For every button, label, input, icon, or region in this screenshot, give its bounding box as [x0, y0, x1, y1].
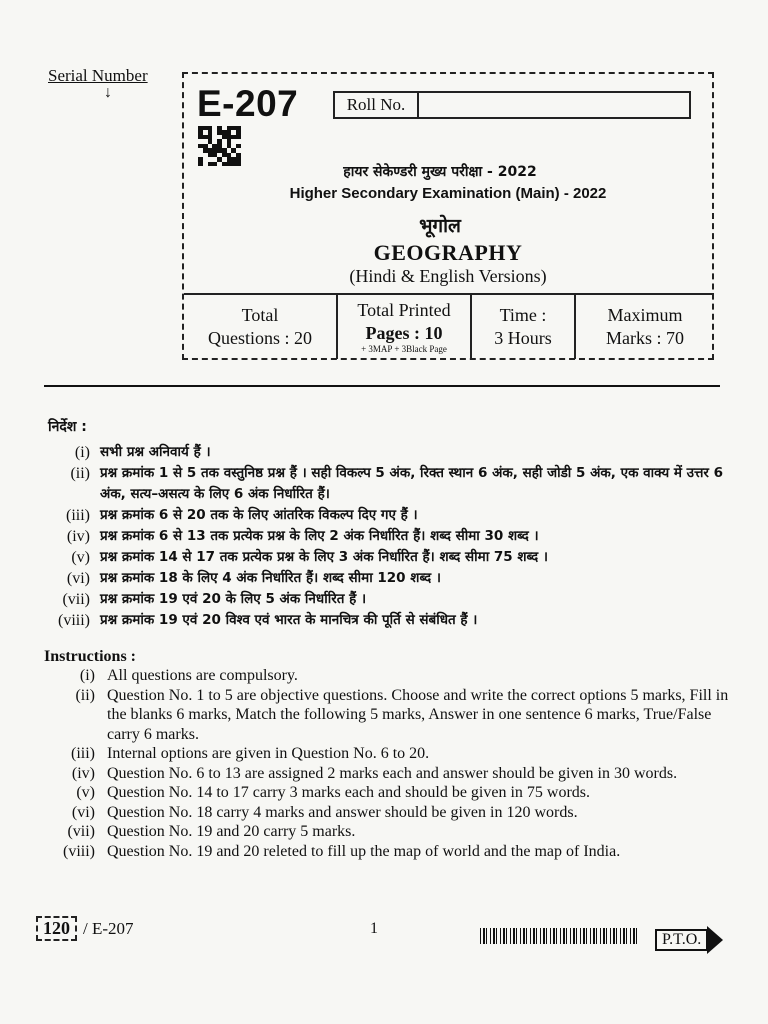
item-text: प्रश्न क्रमांक 1 से 5 तक वस्तुनिष्ठ प्रश्न हैं । सही विकल्प 5 अंक, रिक्त स्थान 6 अंक, सही जोडी 5 अंक, एक वाक्य में उत्तर 6 अंक, सत्य–असत्य के लिए 6 अंक निर्धारित हैं।	[100, 465, 724, 502]
time-line2: 3 Hours	[494, 328, 552, 348]
page-number: 1	[370, 920, 378, 937]
item-number: (vi)	[66, 570, 90, 587]
list-item	[40, 822, 730, 842]
list-item	[40, 463, 730, 505]
list-item	[40, 764, 730, 784]
item-text: Question No. 18 carry 4 marks and answer should be given in 120 words.	[107, 803, 578, 821]
list-item	[40, 610, 730, 631]
item-text: प्रश्न क्रमांक 19 एवं 20 विश्व एवं भारत के मानचित्र की पूर्ति से संबंधित हैं ।	[100, 612, 478, 628]
item-number: (ii)	[75, 686, 95, 704]
subject-hindi: भूगोल	[419, 215, 461, 237]
item-text: Question No. 6 to 13 are assigned 2 marks each and answer should be given in 30 words.	[107, 764, 678, 782]
item-text: सभी प्रश्न अनिवार्य हैं ।	[100, 444, 211, 460]
item-number: (vi)	[71, 803, 95, 821]
divider-rule	[44, 385, 720, 387]
list-item	[40, 589, 730, 610]
list-item	[40, 526, 730, 547]
time-cell	[472, 295, 576, 359]
question-count-box: 120	[36, 916, 77, 941]
max-marks-line1: Maximum	[607, 304, 683, 325]
item-text: Internal options are given in Question No. 6 to 20.	[107, 745, 430, 762]
item-number: (i)	[79, 667, 95, 684]
pto-arrow-icon	[707, 926, 723, 954]
exam-title-english: Higher Secondary Examination (Main) - 2022	[289, 185, 607, 202]
item-number: (iv)	[71, 764, 95, 782]
total-questions-line2: Questions : 20	[207, 328, 312, 348]
english-instructions-list	[40, 666, 730, 861]
total-pages-line1: Total Printed	[357, 299, 451, 320]
pto-marker	[655, 926, 723, 954]
item-number: (iv)	[66, 528, 90, 545]
footer-code	[36, 916, 134, 941]
barcode-icon	[480, 928, 640, 944]
total-pages-note: + 3MAP + 3Black Page	[361, 344, 447, 355]
versions-note: (Hindi & English Versions)	[349, 266, 547, 286]
item-text: प्रश्न क्रमांक 19 एवं 20 के लिए 5 अंक निर्धारित हैं ।	[100, 591, 367, 607]
exam-info-row	[184, 293, 714, 359]
item-text: प्रश्न क्रमांक 18 के लिए 4 अंक निर्धारित हैं। शब्द सीमा 120 शब्द ।	[100, 570, 441, 586]
item-number: (v)	[71, 549, 90, 566]
serial-number-label: Serial Number	[48, 66, 148, 85]
item-text: Question No. 19 and 20 carry 5 marks.	[107, 823, 356, 840]
total-pages-cell	[338, 295, 472, 359]
pto-label: P.T.O.	[655, 929, 708, 951]
item-number: (ii)	[70, 465, 90, 482]
subject-english: GEOGRAPHY	[373, 240, 523, 265]
list-item	[40, 666, 730, 686]
item-number: (iii)	[71, 745, 95, 762]
item-text: Question No. 19 and 20 releted to fill up the map of world and the map of India.	[107, 842, 621, 860]
list-item	[40, 505, 730, 526]
list-item	[40, 842, 730, 862]
item-number: (vii)	[67, 823, 95, 840]
max-marks-cell	[576, 295, 714, 359]
hindi-instructions-heading: निर्देश :	[48, 419, 87, 435]
total-questions-line1: Total	[241, 304, 279, 325]
footer-paper-code: / E-207	[83, 918, 134, 938]
item-number: (v)	[76, 784, 95, 801]
list-item	[40, 442, 730, 463]
item-text: प्रश्न क्रमांक 6 से 13 तक प्रत्येक प्रश्न के लिए 2 अंक निर्धारित हैं। शब्द सीमा 30 शब्द ।	[100, 528, 539, 544]
item-text: All questions are compulsory.	[107, 667, 298, 684]
roll-number-label: Roll No.	[335, 93, 419, 117]
list-item	[40, 783, 730, 803]
item-number: (viii)	[58, 612, 90, 629]
item-number: (vii)	[62, 591, 90, 608]
roll-number-box	[333, 91, 691, 119]
qr-code-icon	[198, 126, 241, 166]
total-questions-cell	[184, 295, 338, 359]
item-number: (i)	[74, 444, 90, 461]
list-item	[40, 686, 730, 745]
item-text: प्रश्न क्रमांक 6 से 20 तक के लिए आंतरिक विकल्प दिए गए हैं ।	[100, 507, 418, 523]
list-item	[40, 547, 730, 568]
serial-arrow-icon: ↓	[104, 84, 112, 101]
paper-code: E-207	[197, 83, 299, 124]
max-marks-line2: Marks : 70	[606, 328, 684, 348]
list-item	[40, 568, 730, 589]
exam-title-hindi: हायर सेकेण्डरी मुख्य परीक्षा - 2022	[343, 164, 537, 180]
list-item	[40, 803, 730, 823]
item-text: Question No. 14 to 17 carry 3 marks each and should be given in 75 words.	[107, 784, 591, 801]
roll-number-field[interactable]	[419, 93, 689, 117]
total-pages-line2: Pages : 10	[365, 323, 443, 344]
english-instructions-heading: Instructions :	[44, 648, 137, 665]
item-text: प्रश्न क्रमांक 14 से 17 तक प्रत्येक प्रश्न के लिए 3 अंक निर्धारित हैं। शब्द सीमा 75 शब्द ।	[100, 549, 549, 565]
time-line1: Time :	[499, 304, 547, 325]
item-number: (iii)	[66, 507, 90, 524]
item-text: Question No. 1 to 5 are objective questions. Choose and write the correct options 5 marks, Fill in the blanks 6 marks, Match the following 5 marks, Answer in one sentence 6 marks, True/False carry 6 marks.	[107, 686, 729, 743]
hindi-instructions-list	[40, 442, 730, 631]
item-number: (viii)	[63, 842, 95, 860]
list-item	[40, 744, 730, 764]
